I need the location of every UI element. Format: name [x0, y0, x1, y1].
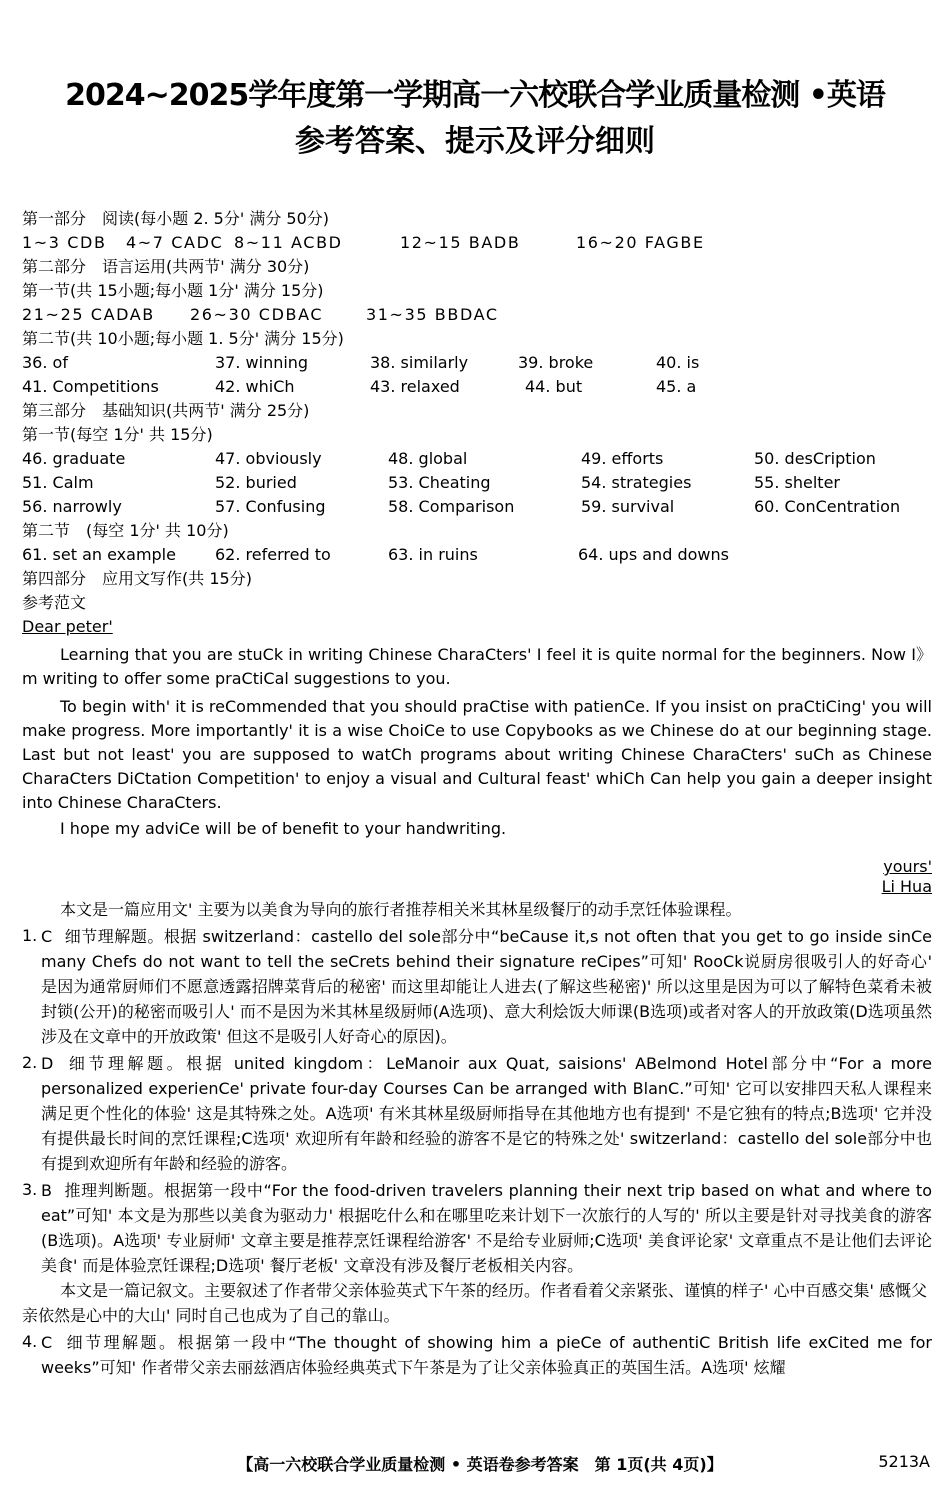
explanation-item: [22, 924, 932, 1049]
answer-item: 45. a: [656, 377, 697, 396]
answer-item: 41. Competitions: [22, 377, 159, 396]
answer-item: 49. efforts: [581, 449, 664, 468]
answer-item: 55. shelter: [754, 473, 840, 492]
explanation-item: [22, 1330, 932, 1380]
part2-sec1-answers: [22, 303, 932, 327]
answer-item: 44. but: [525, 377, 583, 396]
answer-item: 48. global: [388, 449, 468, 468]
answer-letter: C: [41, 927, 53, 946]
answer-item: 37. winning: [215, 353, 309, 372]
answer-item: 62. referred to: [215, 545, 331, 564]
part4-heading: 第四部分 应用文写作(共 15分): [22, 569, 252, 588]
answer-item: 63. in ruins: [388, 545, 478, 564]
answer-group: 16~20 FAGBE: [576, 233, 705, 252]
question-number: 4.: [22, 1332, 38, 1351]
page-title: 2024~2025学年度第一学期高一六校联合学业质量检测 •英语: [65, 78, 885, 113]
part3-sec2-heading: 第二节 (每空 1分' 共 10分): [22, 521, 229, 540]
letter-closing: yours': [883, 857, 932, 876]
answer-item: 53. Cheating: [388, 473, 491, 492]
passage-intro: 本文是一篇应用文' 主要为以美食为导向的旅行者推荐相关米其林星级餐厅的动手烹饪体验课程。: [60, 900, 742, 919]
passage-intro: 本文是一篇记叙文。主要叙述了作者带父亲体验英式下午茶的经历。作者看着父亲紧张、谨慎的样子' 心中百感交集' 感慨父亲依然是心中的大山' 同时自己也成为了自己的靠山。: [22, 1281, 927, 1325]
answer-item: 43. relaxed: [370, 377, 460, 396]
answer-group: 31~35 BBDAC: [366, 305, 499, 324]
answer-group: 21~25 CADAB: [22, 305, 155, 324]
answer-letter: D: [41, 1054, 54, 1073]
answer-item: 38. similarly: [370, 353, 469, 372]
part3-row1: [22, 447, 932, 471]
answer-item: 60. ConCentration: [754, 497, 901, 516]
answer-item: 51. Calm: [22, 473, 94, 492]
answer-group: 1~3 CDB: [22, 233, 107, 252]
footer-page-info: 【高一六校联合学业质量检测 • 英语卷参考答案 第 1页(共 4页)】: [237, 1455, 723, 1474]
content: [22, 207, 932, 1380]
explanation-text: 推理判断题。根据第一段中“For the food-driven travelers planning their next trip based on what and where to eat”可知' 本文是为那些以美食为驱动力' 根据吃什么和在哪里吃来计划下一次旅行的人写的' 所以主要是针对寻找美食的游客(B选项)。A选项' 专业厨师' 文章主要是推荐烹饪课程给游客' 不是给专业厨师;C选项' 美食评论家' 文章重点不是让他们去评论美食' 而是体验烹饪课程;D选项' 餐厅老板' 文章没有涉及餐厅老板相关内容。: [41, 1181, 932, 1275]
part3-heading: 第三部分 基础知识(共两节' 满分 25分): [22, 401, 310, 420]
answer-item: 59. survival: [581, 497, 675, 516]
part3-row4: [22, 543, 932, 567]
answer-item: 56. narrowly: [22, 497, 122, 516]
explanations: [22, 898, 932, 1380]
explanation-text: 细节理解题。根据 switzerland：castello del sole部分中“beCause it,s not often that you get to go inside sinCe many Chefs do not want to tell the seCrets behind their signature reCipes”可知' RooCk说厨房很吸引人的好奇心' 是因为通常厨师们不愿意透露招牌菜背后的秘密' 而这里却能让人进去(了解这些秘密)' 所以这里是因为可以了解特色菜肴未被封锁(公开)的秘密而吸引人' 而不是因为米其林星级厨师(A选项)、意大利烩饭大师课(B选项)或者对客人的开放政策(D选项虽然涉及在文章中的开放政策' 但这不是吸引人好奇心的原因)。: [41, 927, 932, 1046]
answer-group: 8~11 ACBD: [234, 233, 343, 252]
answer-item: 57. Confusing: [215, 497, 326, 516]
part1-answers: [22, 231, 932, 255]
essay-paragraph: Learning that you are stuCk in writing Chinese CharaCters' I feel it is quite normal for the beginners. Now I》m writing to offer some praCtiCal suggestions to you.: [22, 645, 933, 688]
answer-letter: B: [41, 1181, 52, 1200]
part2-sec2-row2: [22, 375, 932, 399]
letter-signature: Li Hua: [881, 877, 932, 896]
answer-item: 52. buried: [215, 473, 297, 492]
essay-paragraph: To begin with' it is reCommended that you should praCtise with patienCe. If you insist on praCtiCing' you will make progress. More importantly' it is a wise ChoiCe to use Copybooks as we Chinese do at our beginning stage. Last but not least' you are supposed to watCh programs about writing Chinese CharaCters' suCh as Chinese CharaCters DiCtation Competition' to enjoy a visual and Cultural feast' whiCh Can help you gain a deeper insight into Chinese CharaCters.: [22, 697, 932, 812]
answer-item: 47. obviously: [215, 449, 322, 468]
question-number: 1.: [22, 926, 38, 945]
title-block: [0, 74, 950, 164]
explanation-text: 细节理解题。根据 united kingdom：LeManoir aux Quat, saisions' ABelmond Hotel部分中“For a more personalized experienCe' private four-day Courses Can be arranged with BlanC.”可知' 它可以安排四天私人课程来满足更个性化的体验' 这是其特殊之处。A选项' 有米其林星级厨师指导在其他地方也有提到' 不是它独有的特点;B选项' 它并没有提供最长时间的烹饪课程;C选项' 欢迎所有年龄和经验的游客不是它的特殊之处' switzerland：castello del sole部分中也有提到欢迎所有年龄和经验的游客。: [41, 1054, 932, 1173]
sample-essay: [22, 643, 932, 841]
answer-item: 64. ups and downs: [578, 545, 729, 564]
answer-group: 12~15 BADB: [400, 233, 521, 252]
answer-item: 42. whiCh: [215, 377, 295, 396]
answer-group: 4~7 CADC: [126, 233, 224, 252]
explanation-text: 细节理解题。根据第一段中“The thought of showing him a pieCe of authentiC British life exCited me for weeks”可知' 作者带父亲去丽兹酒店体验经典英式下午茶是为了让父亲体验真正的英国生活。A选项' 炫耀: [41, 1333, 932, 1377]
answer-group: 26~30 CDBAC: [190, 305, 324, 324]
part2-heading: 第二部分 语言运用(共两节' 满分 30分): [22, 257, 310, 276]
part1-heading: 第一部分 阅读(每小题 2. 5分' 满分 50分): [22, 209, 330, 228]
answer-item: 36. of: [22, 353, 68, 372]
part2-sec1-heading: 第一节(共 15小题;每小题 1分' 满分 15分): [22, 281, 324, 300]
question-number: 2.: [22, 1053, 38, 1072]
answer-item: 39. broke: [518, 353, 594, 372]
answer-letter: C: [41, 1333, 53, 1352]
footer-code: 5213A: [878, 1452, 930, 1471]
question-number: 3.: [22, 1180, 38, 1199]
explanation-item: [22, 1051, 932, 1176]
answer-item: 61. set an example: [22, 545, 176, 564]
sample-label: 参考范文: [22, 593, 87, 612]
part2-sec2-row1: [22, 351, 932, 375]
answer-item: 40. is: [656, 353, 700, 372]
part3-sec1-heading: 第一节(每空 1分' 共 15分): [22, 425, 213, 444]
part2-sec2-heading: 第二节(共 10小题;每小题 1. 5分' 满分 15分): [22, 329, 344, 348]
answer-item: 58. Comparison: [388, 497, 515, 516]
explanation-item: [22, 1178, 932, 1278]
answer-item: 46. graduate: [22, 449, 126, 468]
part3-row3: [22, 495, 932, 519]
letter-salutation: Dear peter': [22, 617, 113, 636]
part3-row2: [22, 471, 932, 495]
page-subtitle: 参考答案、提示及评分细则: [295, 124, 655, 159]
letter-signoff: [22, 857, 932, 897]
answer-item: 54. strategies: [581, 473, 692, 492]
answer-item: 50. desCription: [754, 449, 876, 468]
essay-paragraph: I hope my adviCe will be of benefit to your handwriting.: [60, 819, 507, 838]
